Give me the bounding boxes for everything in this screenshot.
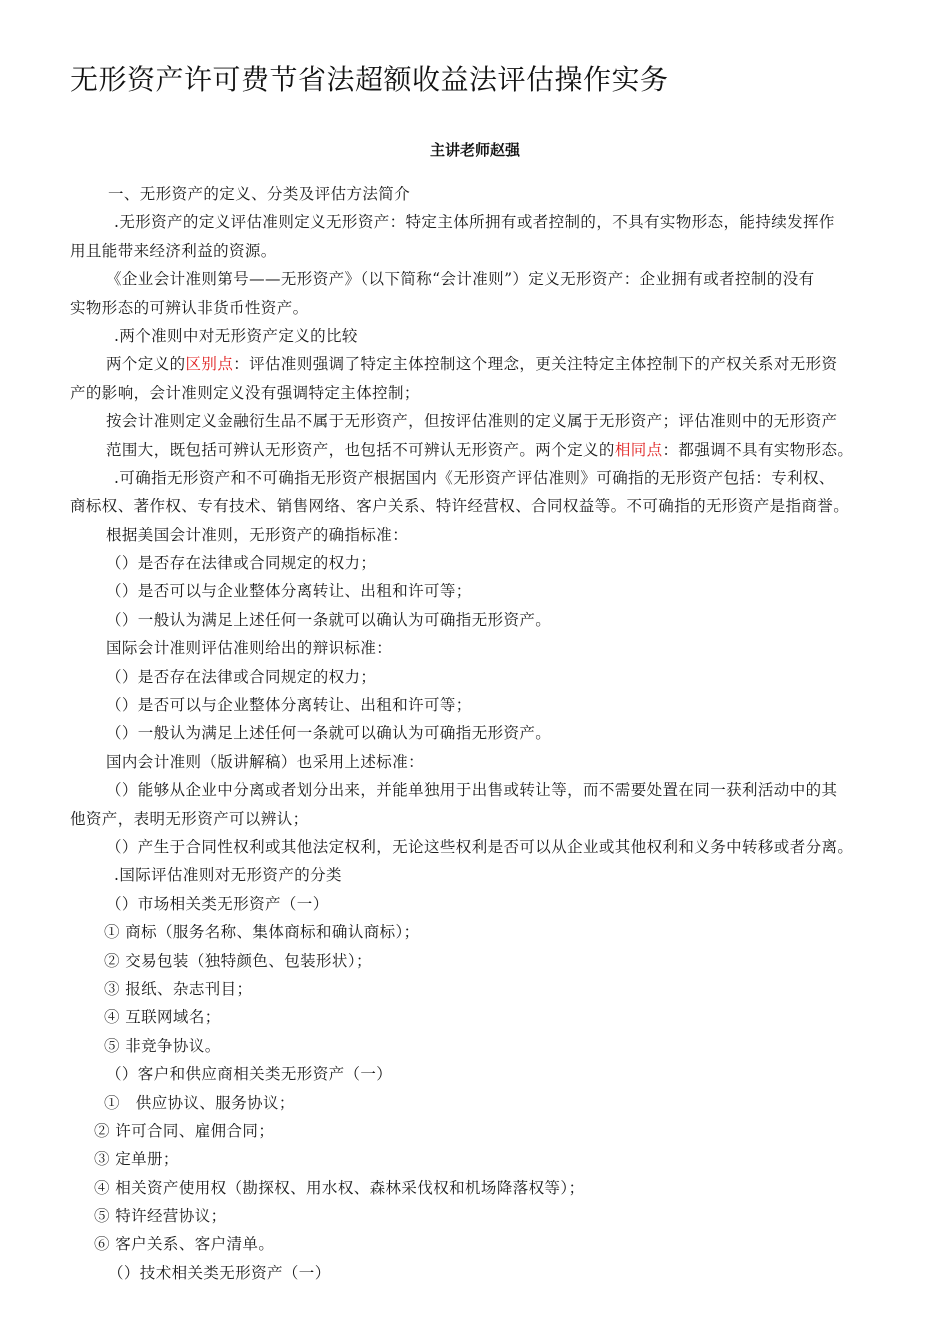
paragraph-line: 国内会计准则（版讲解稿）也采用上述标准： xyxy=(106,752,425,771)
paragraph-line: 商标权、著作权、专有技术、销售网络、客户关系、特许经营权、合同权益等。不可确指的无形资产是指商誉。 xyxy=(70,497,850,516)
paragraph-line: .可确指无形资产和不可确指无形资产根据国内《无形资产评估准则》可确指的无形资产包括：专利权、 xyxy=(114,468,835,487)
paragraph-line: 产的影响，会计准则定义没有强调特定主体控制； xyxy=(70,383,420,402)
list-item: （）是否存在法律或合同规定的权力； xyxy=(106,667,377,686)
paragraph-line xyxy=(70,436,900,464)
paragraph-line: .无形资产的定义评估准则定义无形资产：特定主体所拥有或者控制的，不具有实物形态，能持续发挥作 xyxy=(114,213,835,232)
paragraph-line: 《企业会计准则第号——无形资产》（以下简称“会计准则”）定义无形资产：企业拥有或者控制的没有 xyxy=(106,270,815,289)
paragraph-line: 他资产，表明无形资产可以辨认； xyxy=(70,809,309,828)
paragraph-line: 按会计准则定义金融衍生品不属于无形资产，但按评估准则的定义属于无形资产；评估准则中的无形资产 xyxy=(106,412,838,431)
list-item: ② 许可合同、雇佣合同； xyxy=(94,1121,275,1140)
list-item: ④ 相关资产使用权（勘探权、用水权、森林采伐权和机场降落权等）； xyxy=(94,1178,585,1197)
paragraph-line: 实物形态的可辨认非货币性资产。 xyxy=(70,298,309,317)
list-item: （）产生于合同性权利或其他法定权利，无论这些权利是否可以从企业或其他权利和义务中转移或者分离。 xyxy=(106,837,854,856)
paragraph-line: 国际会计准则评估准则给出的辩识标准： xyxy=(106,639,393,658)
text-run: 范围大，既包括可辨认无形资产，也包括不可辨认无形资产。两个定义的 xyxy=(106,440,615,459)
list-item: （）能够从企业中分离或者划分出来，并能单独用于出售或转让等，而不需要处置在同一获利活动中的其 xyxy=(106,781,838,800)
paragraph-line: 根据美国会计准则，无形资产的确指标准： xyxy=(106,525,409,544)
list-item: ② 交易包装（独特颜色、包装形状）； xyxy=(104,951,372,970)
list-item: ⑥ 客户关系、客户清单。 xyxy=(94,1235,275,1254)
text-run: 两个定义的 xyxy=(106,355,186,374)
highlighted-term: 区别点 xyxy=(185,355,234,374)
list-item: ① 商标（服务名称、集体商标和确认商标）； xyxy=(104,923,420,942)
document-title: 无形资产许可费节省法超额收益法评估操作实务 xyxy=(70,63,669,96)
section-heading: 一、无形资产的定义、分类及评估方法简介 xyxy=(108,185,411,203)
list-item: ⑤ 非竞争协议。 xyxy=(104,1036,221,1055)
list-item: （）一般认为满足上述任何一条就可以确认为可确指无形资产。 xyxy=(106,724,552,743)
list-item: ④ 互联网域名； xyxy=(104,1008,221,1027)
list-item: ⑤ 特许经营协议； xyxy=(94,1207,227,1226)
list-item: ① 供应协议、服务协议； xyxy=(104,1093,295,1112)
list-item: （）是否存在法律或合同规定的权力； xyxy=(106,554,377,573)
list-item: ③ 报纸、杂志刊目； xyxy=(104,979,253,998)
category-heading: （）客户和供应商相关类无形资产（一） xyxy=(106,1065,393,1084)
paragraph-line xyxy=(70,350,900,378)
lecturer-name: 主讲老师赵强 xyxy=(429,141,520,159)
highlighted-term: 相同点 xyxy=(614,440,663,459)
document-body xyxy=(70,180,900,1287)
list-item: ③ 定单册； xyxy=(94,1150,179,1169)
category-heading: （）市场相关类无形资产（一） xyxy=(106,894,329,913)
subsection-heading: .国际评估准则对无形资产的分类 xyxy=(114,866,342,885)
list-item: （）一般认为满足上述任何一条就可以确认为可确指无形资产。 xyxy=(106,610,552,629)
text-run: ：都强调不具有实物形态。 xyxy=(662,440,854,459)
list-item: （）是否可以与企业整体分离转让、出租和许可等； xyxy=(106,696,472,715)
paragraph-line: 用且能带来经济利益的资源。 xyxy=(70,241,277,260)
list-item: （）是否可以与企业整体分离转让、出租和许可等； xyxy=(106,582,472,601)
text-run: ：评估准则强调了特定主体控制这个理念，更关注特定主体控制下的产权关系对无形资 xyxy=(233,355,838,374)
subsection-heading: .两个准则中对无形资产定义的比较 xyxy=(114,326,358,345)
category-heading: （）技术相关类无形资产（一） xyxy=(108,1263,331,1282)
